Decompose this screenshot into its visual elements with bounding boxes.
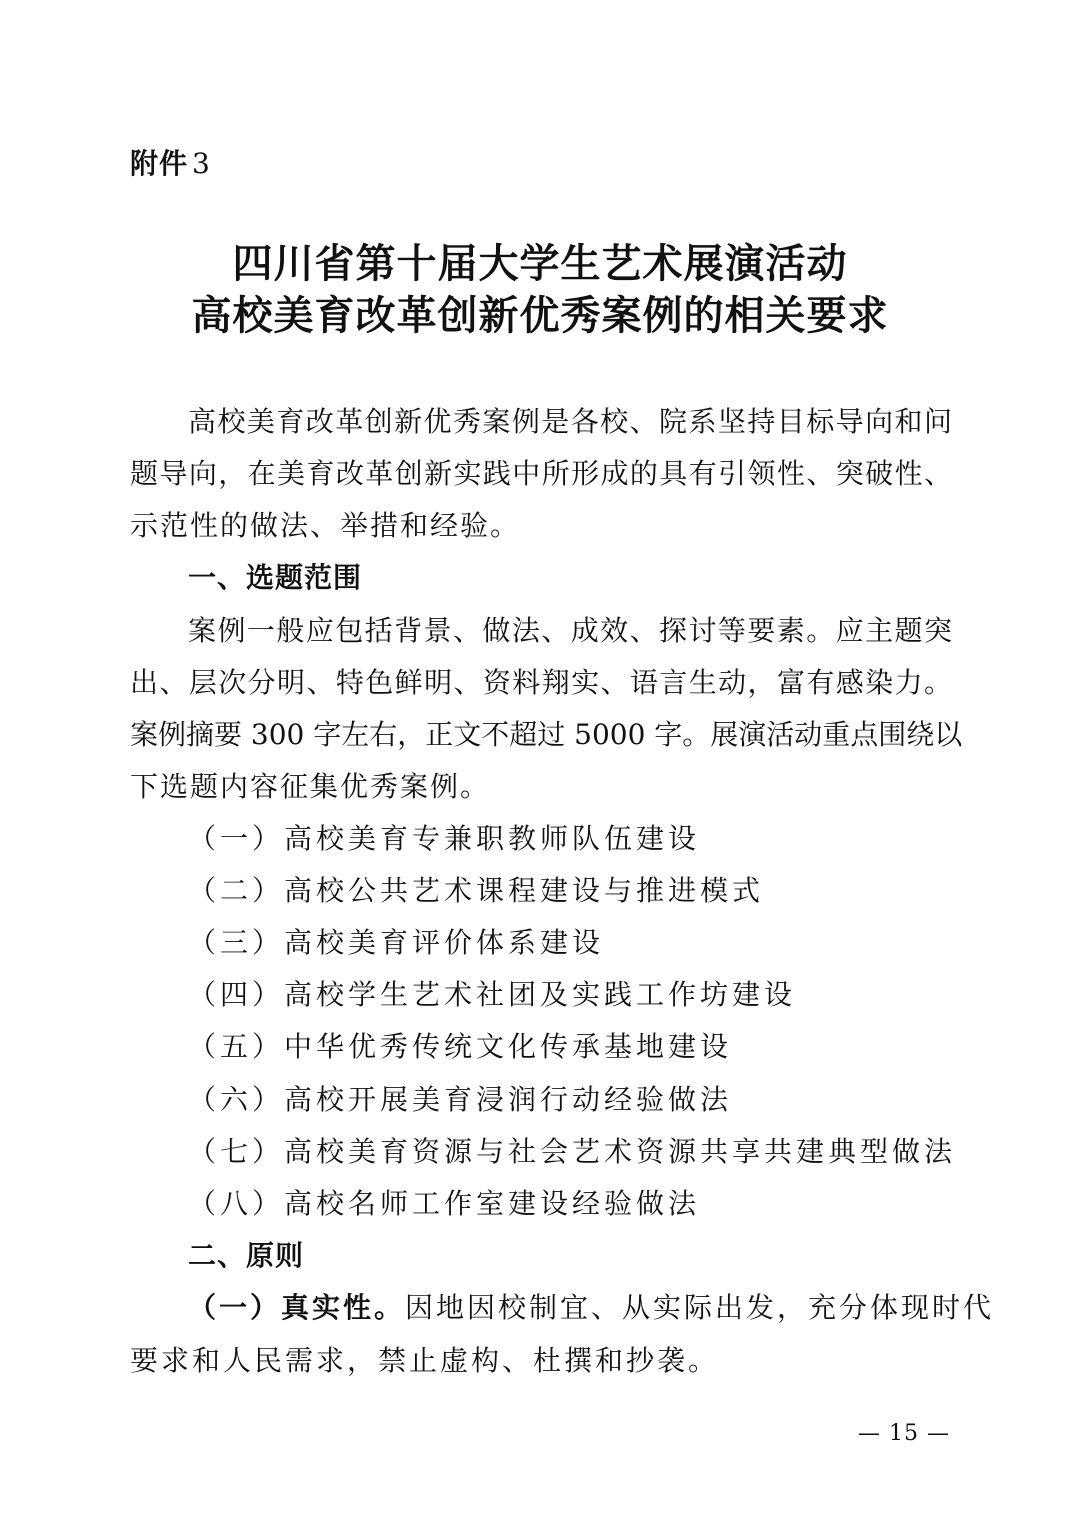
topic-item-1: （一）高校美育专兼职教师队伍建设 — [188, 822, 701, 855]
attachment-label — [130, 142, 211, 182]
document-title-line-2: 高校美育改革创新优秀案例的相关要求 — [191, 292, 889, 339]
topics-paragraph-line-4: 下选题内容征集优秀案例。 — [130, 770, 491, 803]
principle-1-line-1 — [188, 1291, 995, 1324]
intro-line-2: 题导向，在美育改革创新实践中所形成的具有引领性、突破性、 — [130, 457, 952, 490]
document-title-line-1: 四川省第十届大学生艺术展演活动 — [232, 240, 848, 287]
section-heading-topics: 一、选题范围 — [188, 561, 363, 594]
attachment-number: 3 — [192, 147, 211, 180]
topic-item-8: （八）高校名师工作室建设经验做法 — [188, 1187, 701, 1220]
topic-item-6: （六）高校开展美育浸润行动经验做法 — [188, 1083, 733, 1116]
attachment-text: 附件 — [130, 147, 189, 180]
principle-1-line-2: 要求和人民需求，禁止虚构、杜撰和抄袭。 — [130, 1344, 720, 1377]
topic-item-7: （七）高校美育资源与社会艺术资源共享共建典型做法 — [188, 1135, 957, 1168]
principle-1-label: （一）真实性。 — [188, 1291, 406, 1324]
principle-1-text: 因地因校制宜、从实际出发，充分体现时代 — [405, 1291, 995, 1324]
intro-line-1: 高校美育改革创新优秀案例是各校、院系坚持目标导向和问 — [188, 405, 952, 438]
topics-paragraph-line-2: 出、层次分明、特色鲜明、资料翔实、语言生动，富有感染力。 — [130, 666, 952, 699]
intro-line-3: 示范性的做法、举措和经验。 — [130, 509, 521, 542]
topics-paragraph-line-3: 案例摘要 300 字左右，正文不超过 5000 字。展演活动重点围绕以 — [130, 718, 963, 751]
page-number: — 15 — — [858, 1421, 950, 1446]
topic-item-5: （五）中华优秀传统文化传承基地建设 — [188, 1030, 733, 1063]
section-heading-principles: 二、原则 — [188, 1239, 305, 1272]
topics-paragraph-line-1: 案例一般应包括背景、做法、成效、探讨等要素。应主题突 — [188, 614, 952, 647]
topic-item-2: （二）高校公共艺术课程建设与推进模式 — [188, 874, 765, 907]
topic-item-4: （四）高校学生艺术社团及实践工作坊建设 — [188, 978, 797, 1011]
topic-item-3: （三）高校美育评价体系建设 — [188, 926, 605, 959]
